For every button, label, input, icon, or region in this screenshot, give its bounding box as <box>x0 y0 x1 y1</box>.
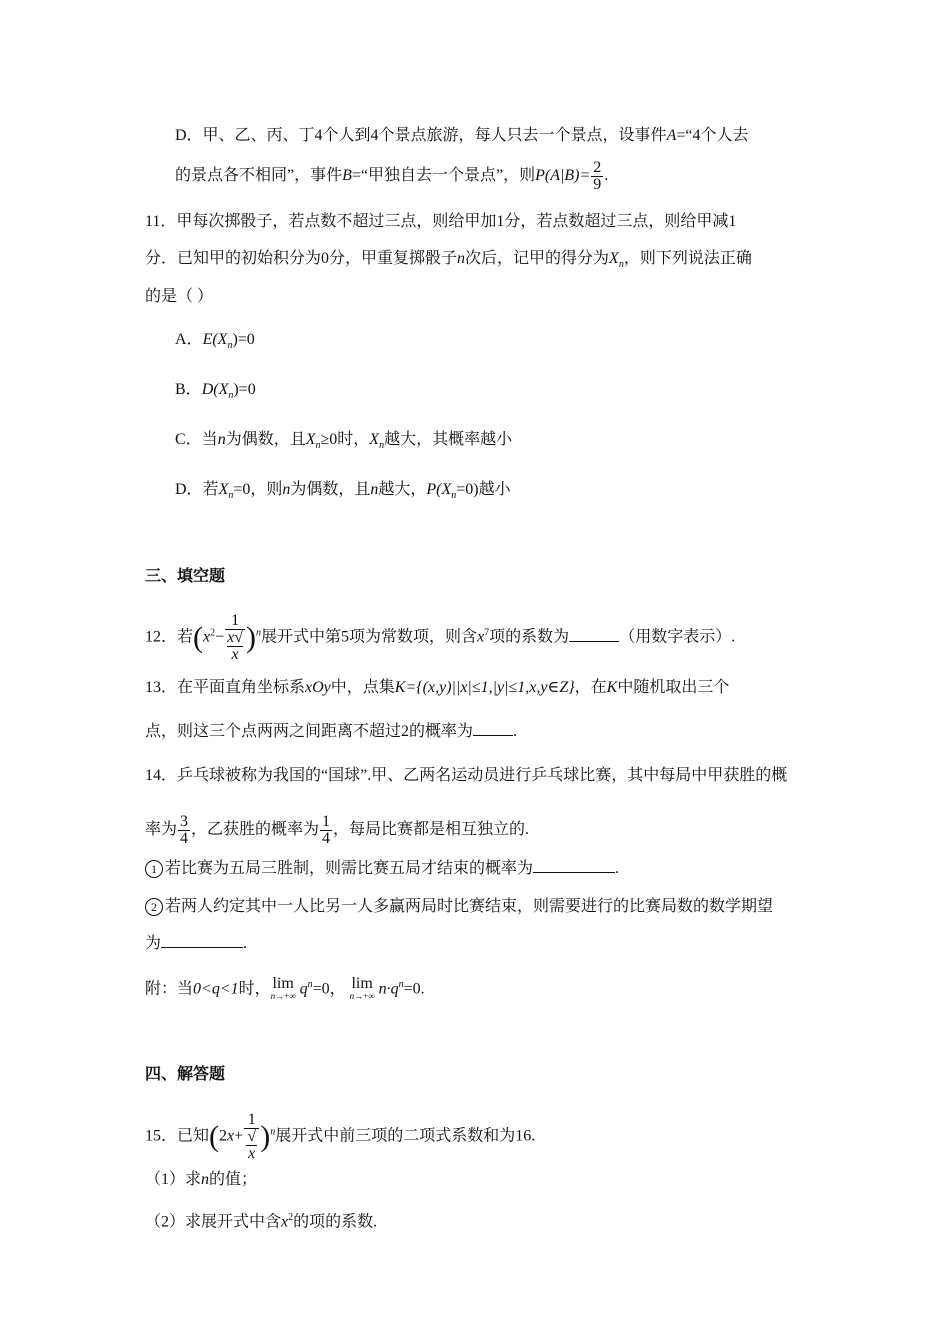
fraction <box>591 160 603 193</box>
text: =“甲独自去一个景点”，则 <box>351 167 536 185</box>
text: （2）求展开式中含 <box>145 1213 282 1231</box>
label: B． <box>175 381 202 398</box>
numerator: 3 <box>180 813 189 830</box>
text: 点，则这三个点两两之间距离不超过2的概率为 <box>145 723 474 740</box>
circled-number: 1 <box>145 860 163 878</box>
q14-line1: 14．乒乓球被称为我国的“国球”.甲、乙两名运动员进行乒乓球比赛，其中每局中甲获胜的概 <box>145 767 788 784</box>
set-formula: K={(x,y)||x|≤1,|y|≤1,x,y∈Z} <box>394 679 575 696</box>
numerator: 1 <box>244 1112 259 1129</box>
text: 附：当 <box>145 980 194 998</box>
text: 为偶数，且 <box>290 481 371 498</box>
answer-blank[interactable] <box>569 627 619 642</box>
var-xn: $X_n$ <box>305 431 321 452</box>
text: 中，点集 <box>330 679 395 696</box>
q10-option-d-line2 <box>175 160 608 193</box>
q14-sub2 <box>145 896 773 918</box>
text: ≥0时， <box>320 431 370 448</box>
paren-right: ) <box>260 1120 271 1153</box>
text: 越大，其概率越小 <box>384 431 513 448</box>
label: A． <box>175 331 203 348</box>
var-n: n <box>217 431 226 448</box>
var-n: n <box>457 250 466 267</box>
event-a: A <box>666 127 677 144</box>
q11-option-a: A．$E(X_n)=0$ <box>175 331 255 352</box>
formula: E(X <box>202 331 228 348</box>
formula-tail: )=0 <box>232 331 255 348</box>
section-title-solve: 四、解答题 <box>145 1066 226 1083</box>
fraction <box>320 814 332 847</box>
q11-stem-line3: 的是（ ） <box>145 288 214 305</box>
q15-part1: （1）求n的值； <box>145 1171 258 1188</box>
text: 的项的系数. <box>293 1213 378 1231</box>
q12: 12．若($x^2-$ 1 x√ x )$^n$展开式中第5项为常数项，则含$x^7$项的系数为 （用数字表示）. <box>145 612 736 663</box>
text: 的值； <box>209 1171 258 1188</box>
formula: P(A|B)= <box>535 167 591 185</box>
fraction <box>244 1112 259 1162</box>
limit-operator: lim n→+∞ <box>349 974 375 1001</box>
text: 率为 <box>145 821 178 839</box>
q10-option-d-line1 <box>175 125 748 147</box>
text: D．若 <box>175 481 219 498</box>
q14-note: 附：当0<q<1时， lim n→+∞ $q^n=0$， lim n→+∞ $n\cdot q^n=0$. <box>145 974 425 1001</box>
text: =0. <box>403 980 425 998</box>
q13-line1: 13．在平面直角坐标系xOy中，点集K={(x,y)||x|≤1,|y|≤1,x,y∈Z}，在K中随机取出三个 <box>145 679 730 696</box>
answer-blank[interactable] <box>473 721 513 736</box>
paren-right: ) <box>246 621 257 654</box>
text: =0， <box>312 980 346 998</box>
limit-operator: lim n→+∞ <box>270 974 296 1001</box>
numerator: 2 <box>593 159 602 176</box>
formula-tail: )=0 <box>233 381 256 398</box>
q14-line2 <box>145 814 529 847</box>
text: （用数字表示）. <box>619 628 736 646</box>
q11-option-d: D．若$X_n=0$，则n为偶数，且n越大，$P(X_n=0)$越小 <box>175 481 511 502</box>
text: D．甲、乙、丙、丁4个人到4个景点旅游，每人只去一个景点，设事件 <box>175 127 667 144</box>
answer-blank[interactable] <box>533 858 615 873</box>
text: （1）求 <box>145 1171 202 1188</box>
text: 12．若 <box>145 628 194 646</box>
numerator: 1 <box>225 613 245 630</box>
text: =0，则 <box>233 481 283 498</box>
text: ，在 <box>574 679 607 696</box>
var-n: n <box>282 481 291 498</box>
limit-expression: q <box>299 980 308 998</box>
q11-stem-line2 <box>145 248 752 276</box>
condition: 0<q<1 <box>193 980 239 998</box>
limit-expression: n·q <box>378 980 399 998</box>
text: . <box>243 935 248 952</box>
text: 为 <box>145 935 162 952</box>
event-b: B <box>342 167 352 185</box>
text: ，则下列说法正确 <box>623 250 752 267</box>
fraction <box>178 814 190 847</box>
numerator: 1 <box>322 813 331 830</box>
text: . <box>615 860 620 877</box>
text: 项的系数为 <box>489 628 570 646</box>
q11-option-c <box>175 429 512 457</box>
section-title-fill-in: 三、填空题 <box>145 568 226 585</box>
text: 若两人约定其中一人比另一人多赢两局时比赛结束，则需要进行的比赛局数的数学期望 <box>165 898 774 915</box>
q11-option-b: B．$D(X_n)=0$ <box>175 381 256 402</box>
text: 若比赛为五局三胜制，则需比赛五局才结束的概率为 <box>165 860 534 877</box>
q14-sub1 <box>145 858 619 880</box>
circled-number: 2 <box>145 898 163 916</box>
text: =“4个人去 <box>676 127 749 144</box>
text: 分．已知甲的初始积分为0分，甲重复掷骰子 <box>145 250 458 267</box>
q14-sub2-line2 <box>145 933 247 955</box>
var-xn: $X_n$ <box>218 481 234 502</box>
text: 越大， <box>378 481 427 498</box>
formula-tail: =0)越小 <box>456 481 511 498</box>
text: 展开式中前三项的二项式系数和为16. <box>275 1127 536 1145</box>
denominator: 9 <box>593 176 602 193</box>
q13-line2 <box>145 721 517 743</box>
text: 中随机取出三个 <box>617 679 730 696</box>
text: 13．在平面直角坐标系 <box>145 679 306 696</box>
formula: P(X <box>426 481 452 498</box>
paren-left: ( <box>193 621 204 654</box>
var-xn: $X_n$ <box>609 250 624 271</box>
text: 的景点各不相同”，事件 <box>175 167 343 185</box>
denominator: √ x <box>247 1128 257 1162</box>
text: 次后，记甲的得分为 <box>465 250 610 267</box>
text: . <box>604 167 609 185</box>
text: 15．已知 <box>145 1127 210 1145</box>
fraction <box>225 613 245 663</box>
denominator: x√ x <box>227 629 244 663</box>
coordinate-system: xOy <box>305 679 331 696</box>
paren-left: ( <box>209 1120 220 1153</box>
formula: D(X <box>201 381 229 398</box>
text: ，每局比赛都是相互独立的. <box>333 821 530 839</box>
denominator: 4 <box>322 830 331 847</box>
text: . <box>513 723 518 740</box>
q15-part2: （2）求展开式中含$x^2$的项的系数. <box>145 1212 378 1231</box>
text: 展开式中第5项为常数项，则含 <box>261 628 478 646</box>
text: ，乙获胜的概率为 <box>191 821 320 839</box>
denominator: 4 <box>180 830 189 847</box>
var-xn: $X_n$ <box>369 431 385 452</box>
q11-stem-line1: 11．甲每次掷骰子，若点数不超过三点，则给甲加1分，若点数超过三点，则给甲减1 <box>145 213 737 230</box>
text: 为偶数，且 <box>225 431 306 448</box>
var-n: n <box>370 481 379 498</box>
text: 时， <box>238 980 271 998</box>
q15: 15．已知(2x+ 1 √ x )$^n$展开式中前三项的二项式系数和为16. <box>145 1111 536 1162</box>
text: C．当 <box>175 431 218 448</box>
answer-blank[interactable] <box>161 933 243 948</box>
